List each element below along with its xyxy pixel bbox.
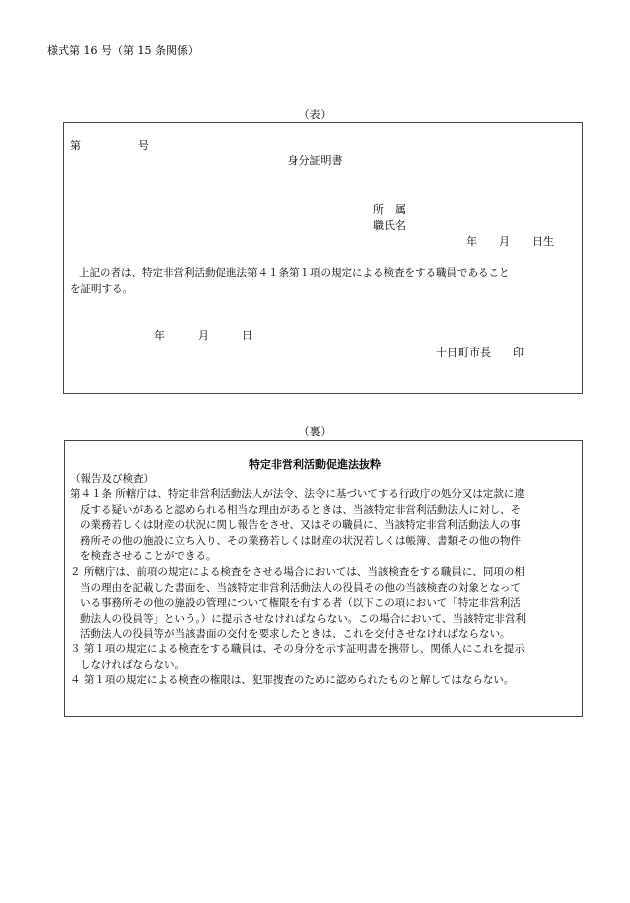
- paragraph-2: [70, 565, 578, 643]
- section-heading: （報告及び検査）: [70, 473, 154, 485]
- text-line: 務所その他の施設に立ち入り、その業務若しくは財産の状況若しくは帳簿、書類その他の物件: [80, 534, 521, 547]
- text-line: 反する疑いがあると認められる相当な理由があるときは、当該特定非営利活動法人に対し、そ: [80, 503, 521, 516]
- back-title: 特定非営利活動促進法抜粋: [249, 458, 381, 471]
- article-41: [70, 487, 578, 565]
- certificate-number-suffix: 号: [138, 139, 149, 152]
- birth-date-label: 年 月 日生: [466, 235, 554, 248]
- text-line: ２ 所轄庁は、前項の規定による検査をさせる場合においては、当該検査をする職員に、同項の相: [70, 566, 525, 578]
- text-line: の業務若しくは財産の状況に関し報告をさせ、又はその職員に、当該特定非営利活動法人の事: [80, 519, 521, 531]
- text-line: 活動法人の役員等が当該書面の交付を要求したときは、これを交付させなければならない。: [80, 628, 511, 640]
- paragraph-4: [70, 673, 578, 689]
- paragraph-3: [70, 642, 578, 673]
- text-line: 当の理由を記載した書面を、当該特定非営利活動法人の役員その他の当該検査の対象となって: [80, 581, 521, 594]
- text-line: 動法人の役員等」という。）に提示させなければならない。この場合において、当該特定非営利: [80, 612, 527, 625]
- text-line: 第４１条 所轄庁は、特定非営利活動法人が法令、法令に基づいてする行政庁の処分又は定款に違: [70, 488, 525, 500]
- name-label: 職氏名: [373, 219, 406, 232]
- text-line: を検査させることができる。: [80, 550, 217, 562]
- text-line: いる事務所その他の施設の管理について権限を有する者（以下この項において「特定非営利活: [80, 597, 521, 609]
- form-number: 様式第 16 号（第 15 条関係）: [47, 44, 199, 57]
- affiliation-label: 所 属: [373, 203, 406, 216]
- text-line: ４ 第１項の規定による検査の権限は、犯罪捜査のために認められたものと解してはならない。: [70, 674, 515, 686]
- text-line: しなければならない。: [80, 658, 185, 671]
- issuer-name: 十日町市長 印: [436, 346, 524, 359]
- issue-date: 年 月 日: [154, 329, 253, 342]
- certificate-body-line1: 上記の者は、特定非営利活動促進法第４１条第１項の規定による検査をする職員であること: [79, 267, 510, 279]
- certificate-body-line2: を証明する。: [70, 283, 133, 295]
- certificate-number-prefix: 第: [70, 139, 81, 152]
- text-line: ３ 第１項の規定による検査をする職員は、その身分を示す証明書を携帯し、関係人にこれを提示: [70, 643, 525, 655]
- certificate-title: 身分証明書: [287, 154, 343, 167]
- back-label: （裏）: [298, 425, 332, 438]
- front-label: （表）: [298, 108, 332, 121]
